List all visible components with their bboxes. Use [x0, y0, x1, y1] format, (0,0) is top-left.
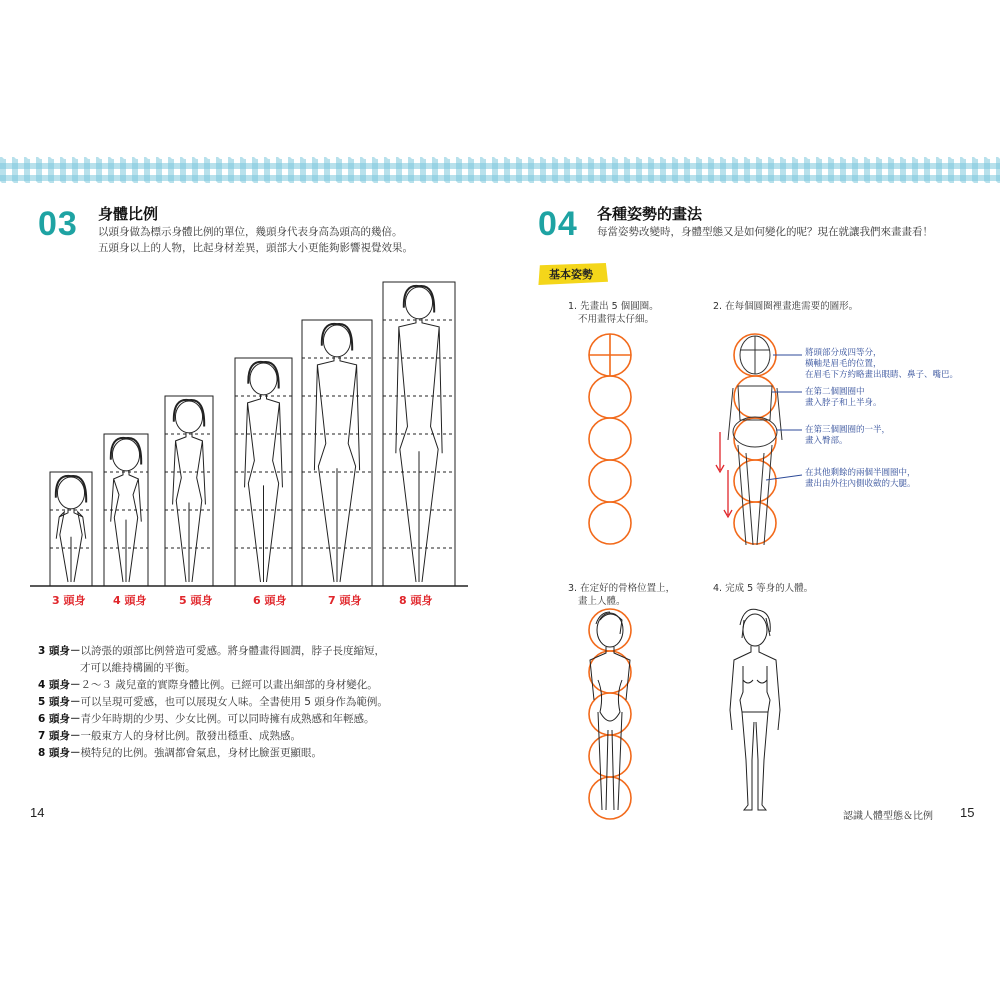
note-8-head: 8 頭身－模特兒的比例。強調都會氣息，身材比臉蛋更顯眼。 [38, 747, 322, 759]
proportion-figure-4 [104, 434, 148, 586]
proportion-figures-illustration [0, 0, 480, 620]
figure-hair [56, 476, 86, 503]
section-number-04: 04 [538, 205, 578, 243]
figure-head [405, 287, 432, 319]
proportion-figure-6 [235, 358, 292, 586]
badge-basic-pose-label: 基本姿勢 [549, 268, 593, 281]
figure-body [173, 433, 206, 582]
proportion-figure-7 [302, 320, 372, 586]
step4-finished-figure [730, 609, 780, 810]
step3-body-outline [590, 612, 630, 810]
note-3-head-cont: 才可以維持構圖的平衡。 [80, 662, 196, 674]
note-4-head: 4 頭身－２～３ 歲兒童的實際身體比例。已經可以畫出細部的身材變化。 [38, 679, 378, 691]
step-3-text: 3. 在定好的骨格位置上， 畫上人體。 [568, 583, 676, 607]
footer-chapter-title: 認識人體型態＆比例 [843, 811, 933, 822]
figure-hair [404, 286, 434, 313]
figure-body [56, 509, 86, 582]
figure-hair [111, 438, 141, 465]
note-7-head: 7 頭身－一般東方人的身材比例。散發出穩重、成熟感。 [38, 730, 301, 742]
proportion-figure-8 [383, 282, 455, 586]
figure-hair [174, 400, 204, 427]
figure-head [175, 401, 202, 433]
label-7-head: 7 頭身 [328, 594, 362, 607]
section-title-poses: 各種姿勢的畫法 [597, 205, 703, 223]
label-3-head: 3 頭身 [52, 594, 86, 607]
section-number-03: 03 [38, 205, 78, 243]
label-8-head: 8 頭身 [399, 594, 433, 607]
proportion-figure-5 [165, 396, 213, 586]
handwritten-note-torso: 在第二個圓圈中 畫入脖子和上半身。 [805, 387, 882, 408]
label-4-head: 4 頭身 [113, 594, 147, 607]
handwritten-note-hips: 在第三個圓圈的一半， 畫入臀部。 [805, 425, 891, 446]
handwritten-note-head: 將頭部分成四等分， 橫軸是眉毛的位置， 在眉毛下方約略畫出眼睛、鼻子、嘴巴。 [805, 348, 959, 380]
note-5-head: 5 頭身－可以呈現可愛感，也可以展現女人味。全書使用 5 頭身作為範例。 [38, 696, 388, 708]
section-title-body-proportion: 身體比例 [98, 205, 159, 223]
step-4-text: 4. 完成 5 等身的人體。 [713, 583, 814, 594]
description-line: 以頭身做為標示身體比例的單位，幾頭身代表身高為頭高的幾倍。 [98, 226, 403, 238]
page-number-left: 14 [30, 805, 45, 820]
step2-leader-lines [766, 355, 802, 480]
figure-body [111, 471, 142, 582]
page-number-right: 15 [960, 805, 975, 820]
figure-body [245, 395, 283, 582]
note-6-head: 6 頭身－青少年時期的少男、少女比例。可以同時擁有成熟感和年輕感。 [38, 713, 375, 725]
figure-hair [322, 324, 352, 351]
section-description-right: 每當姿勢改變時，身體型態又是如何變化的呢？現在就讓我們來畫畫看！ [597, 226, 933, 238]
handwritten-note-legs: 在其他剩餘的兩個半圓圈中， 畫出由外往內側收斂的大腿。 [805, 468, 916, 489]
step1-five-circles [589, 334, 631, 544]
figure-head [250, 363, 277, 395]
label-6-head: 6 頭身 [253, 594, 287, 607]
pose-steps-illustration [560, 320, 990, 820]
figure-hair [248, 362, 278, 389]
label-5-head: 5 頭身 [179, 594, 213, 607]
figure-head [323, 325, 350, 357]
step2-red-arrows [716, 432, 732, 517]
proportion-figure-3 [50, 472, 92, 586]
step-2-text: 2. 在每個圓圈裡畫進需要的圖形。 [713, 301, 859, 312]
figure-head [57, 477, 84, 509]
figure-head [112, 439, 139, 471]
step3-circles [589, 609, 631, 819]
description-line: 五頭身以上的人物，比起身材差異，頭部大小更能夠影響視覺效果。 [98, 242, 413, 254]
note-3-head: 3 頭身－以誇張的頭部比例營造可愛感。將身體畫得圓潤，脖子長度縮短， [38, 645, 385, 657]
step-1-text: 1. 先畫出 5 個圓圈。 不用畫得太仔細。 [568, 301, 659, 325]
